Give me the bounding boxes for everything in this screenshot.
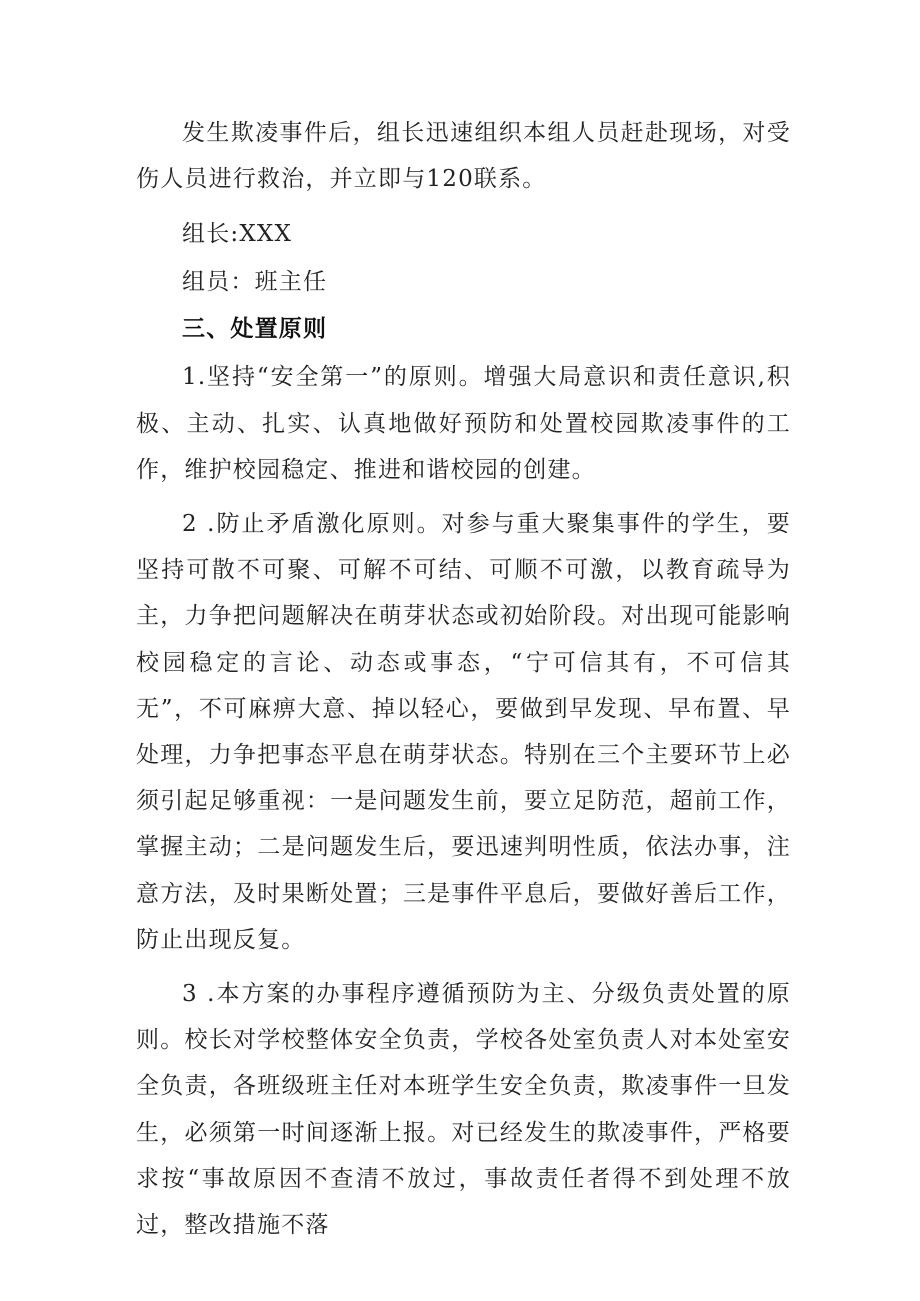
paragraph-principle-2: 2 .防止矛盾激化原则。对参与重大聚集事件的学生，要坚持可散不可聚、可解不可结、可顺不可激，以教育疏导为主，力争把问题解决在萌芽状态或初始阶段。对出现可能影响校园稳定的言论、动态或事态，“宁可信其有，不可信其无”，不可麻痹大意、掉以轻心，要做到早发现、早布置、早处理，力争把事态平息在萌芽状态。特别在三个主要环节上必须引起足够重视：一是问题发生前，要立足防范，超前工作，掌握主动；二是问题发生后，要迅速判明性质，依法办事，注意方法，及时果断处置；三是事件平息后，要做好善后工作，防止出现反复。 — [136, 511, 791, 953]
paragraph-team-leader: 组长:XXX — [182, 221, 293, 248]
paragraph-principle-3: 3 .本方案的办事程序遵循预防为主、分级负责处置的原则。校长对学校整体安全负责，学校各处室负责人对本处室安全负责，各班级班主任对本班学生安全负责，欺凌事件一旦发生，必须第一时间逐渐上报。对已经发生的欺凌事件，严格要求按“事故原因不查清不放过，事故责任者得不到处理不放过，整改措施不落 — [136, 981, 791, 1239]
section-heading-principles: 三、处置原则 — [182, 316, 328, 343]
document-body — [136, 110, 791, 1256]
paragraph-principle-1: 1.坚持“安全第一”的原则。增强大局意识和责任意识,积极、主动、扎实、认真地做好预防和处置校园欺凌事件的工作，维护校园稳定、推进和谐校园的创建。 — [136, 364, 791, 483]
paragraph-team-members: 组员：班主任 — [182, 269, 328, 296]
paragraph-response: 发生欺凌事件后，组长迅速组织本组人员赶赴现场，对受伤人员进行救治，并立即与120联系。 — [136, 120, 791, 193]
